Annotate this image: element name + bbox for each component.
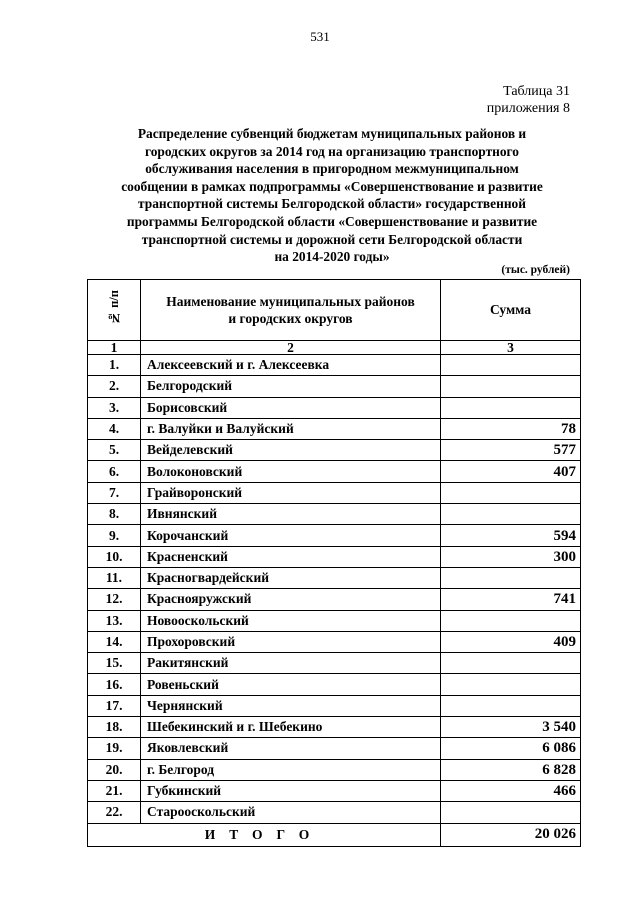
row-value: 300 (441, 546, 581, 567)
table-body (88, 355, 581, 824)
row-value (441, 674, 581, 695)
row-name: Губкинский (141, 780, 441, 801)
row-name: г. Валуйки и Валуйский (141, 418, 441, 439)
row-name: Алексеевский и г. Алексеевка (141, 355, 441, 376)
table-row (88, 525, 581, 546)
header-name-line1: Наименование муниципальных районов (166, 294, 415, 309)
row-number: 10. (88, 546, 141, 567)
row-value: 6 086 (441, 738, 581, 759)
header-row (88, 280, 581, 341)
header-num (88, 280, 141, 341)
row-number: 3. (88, 397, 141, 418)
row-name: Шебекинский и г. Шебекино (141, 717, 441, 738)
row-value: 409 (441, 631, 581, 652)
row-name: Белгородский (141, 376, 441, 397)
row-number: 5. (88, 440, 141, 461)
row-name: Прохоровский (141, 631, 441, 652)
column-number: 1 (88, 341, 141, 355)
table-row (88, 610, 581, 631)
row-name: Краснояружский (141, 589, 441, 610)
row-value (441, 695, 581, 716)
table-row (88, 589, 581, 610)
table-row (88, 631, 581, 652)
row-number: 18. (88, 717, 141, 738)
header-sum: Сумма (441, 280, 581, 341)
table-row (88, 653, 581, 674)
row-number: 12. (88, 589, 141, 610)
table-row (88, 695, 581, 716)
row-number: 22. (88, 802, 141, 823)
title-line: Распределение субвенций бюджетам муниципальных районов и (137, 126, 527, 141)
row-number: 15. (88, 653, 141, 674)
column-number-row (88, 341, 581, 355)
table-row (88, 355, 581, 376)
column-number: 2 (141, 341, 441, 355)
row-number: 19. (88, 738, 141, 759)
row-number: 8. (88, 504, 141, 525)
row-number: 14. (88, 631, 141, 652)
row-name: Старооскольский (141, 802, 441, 823)
row-name: Чернянский (141, 695, 441, 716)
row-number: 21. (88, 780, 141, 801)
page-number: 531 (310, 29, 330, 44)
row-name: Ровеньский (141, 674, 441, 695)
title-line: сообщении в рамках подпрограммы «Совершенствование и развитие (121, 178, 543, 194)
title-line: транспортной системы Белгородской области» государственной (138, 196, 526, 212)
table-reference-line1: Таблица 31 (503, 84, 570, 99)
total-value: 20 026 (441, 823, 581, 846)
row-value (441, 504, 581, 525)
row-value (441, 653, 581, 674)
table-row (88, 376, 581, 397)
row-value: 466 (441, 780, 581, 801)
row-value: 6 828 (441, 759, 581, 780)
header-name (141, 280, 441, 341)
row-value: 594 (441, 525, 581, 546)
header-num-label: № п/п (106, 290, 121, 326)
table-reference (487, 83, 570, 117)
row-number: 16. (88, 674, 141, 695)
row-name: Красногвардейский (141, 567, 441, 588)
table-row (88, 674, 581, 695)
row-number: 6. (88, 461, 141, 482)
row-name: г. Белгород (141, 759, 441, 780)
row-value (441, 567, 581, 588)
total-label: ИТОГО (88, 823, 441, 846)
title-line: транспортной системы и дорожной сети Белгородской области (141, 231, 523, 247)
row-value (441, 397, 581, 418)
row-number: 1. (88, 355, 141, 376)
units-label: (тыс. рублей) (501, 264, 570, 276)
row-value: 577 (441, 440, 581, 461)
row-name: Ракитянский (141, 653, 441, 674)
table-row (88, 717, 581, 738)
row-name: Вейделевский (141, 440, 441, 461)
row-value: 741 (441, 589, 581, 610)
table-row (88, 418, 581, 439)
table-row (88, 780, 581, 801)
row-name: Борисовский (141, 397, 441, 418)
table-row (88, 504, 581, 525)
row-number: 11. (88, 567, 141, 588)
total-row (88, 823, 581, 846)
row-value (441, 482, 581, 503)
row-value (441, 610, 581, 631)
column-number: 3 (441, 341, 581, 355)
row-name: Яковлевский (141, 738, 441, 759)
table-row (88, 802, 581, 823)
title-line: городских округов за 2014 год на организацию транспортного (144, 143, 520, 159)
title-line: программы Белгородской области «Совершенствование и развитие (126, 213, 538, 229)
row-number: 13. (88, 610, 141, 631)
row-number: 2. (88, 376, 141, 397)
row-name: Новооскольский (141, 610, 441, 631)
table-row (88, 461, 581, 482)
title-line: на 2014-2020 годы» (274, 249, 390, 265)
subsidy-table (87, 279, 581, 847)
row-value: 407 (441, 461, 581, 482)
row-value: 78 (441, 418, 581, 439)
row-number: 4. (88, 418, 141, 439)
row-value (441, 802, 581, 823)
title-line: обслуживания населения в пригородном межмуниципальном (145, 161, 519, 177)
table-row (88, 482, 581, 503)
table-row (88, 567, 581, 588)
row-value (441, 376, 581, 397)
row-name: Красненский (141, 546, 441, 567)
row-number: 9. (88, 525, 141, 546)
table-row (88, 546, 581, 567)
table-row (88, 440, 581, 461)
document-title (88, 125, 576, 266)
row-number: 17. (88, 695, 141, 716)
row-number: 7. (88, 482, 141, 503)
table-row (88, 397, 581, 418)
row-name: Грайворонский (141, 482, 441, 503)
header-name-line2: и городских округов (228, 311, 353, 326)
row-value: 3 540 (441, 717, 581, 738)
table-row (88, 738, 581, 759)
table-row (88, 759, 581, 780)
row-name: Волоконовский (141, 461, 441, 482)
row-number: 20. (88, 759, 141, 780)
row-name: Корочанский (141, 525, 441, 546)
row-value (441, 355, 581, 376)
row-name: Ивнянский (141, 504, 441, 525)
table-reference-line2: приложения 8 (486, 101, 570, 116)
